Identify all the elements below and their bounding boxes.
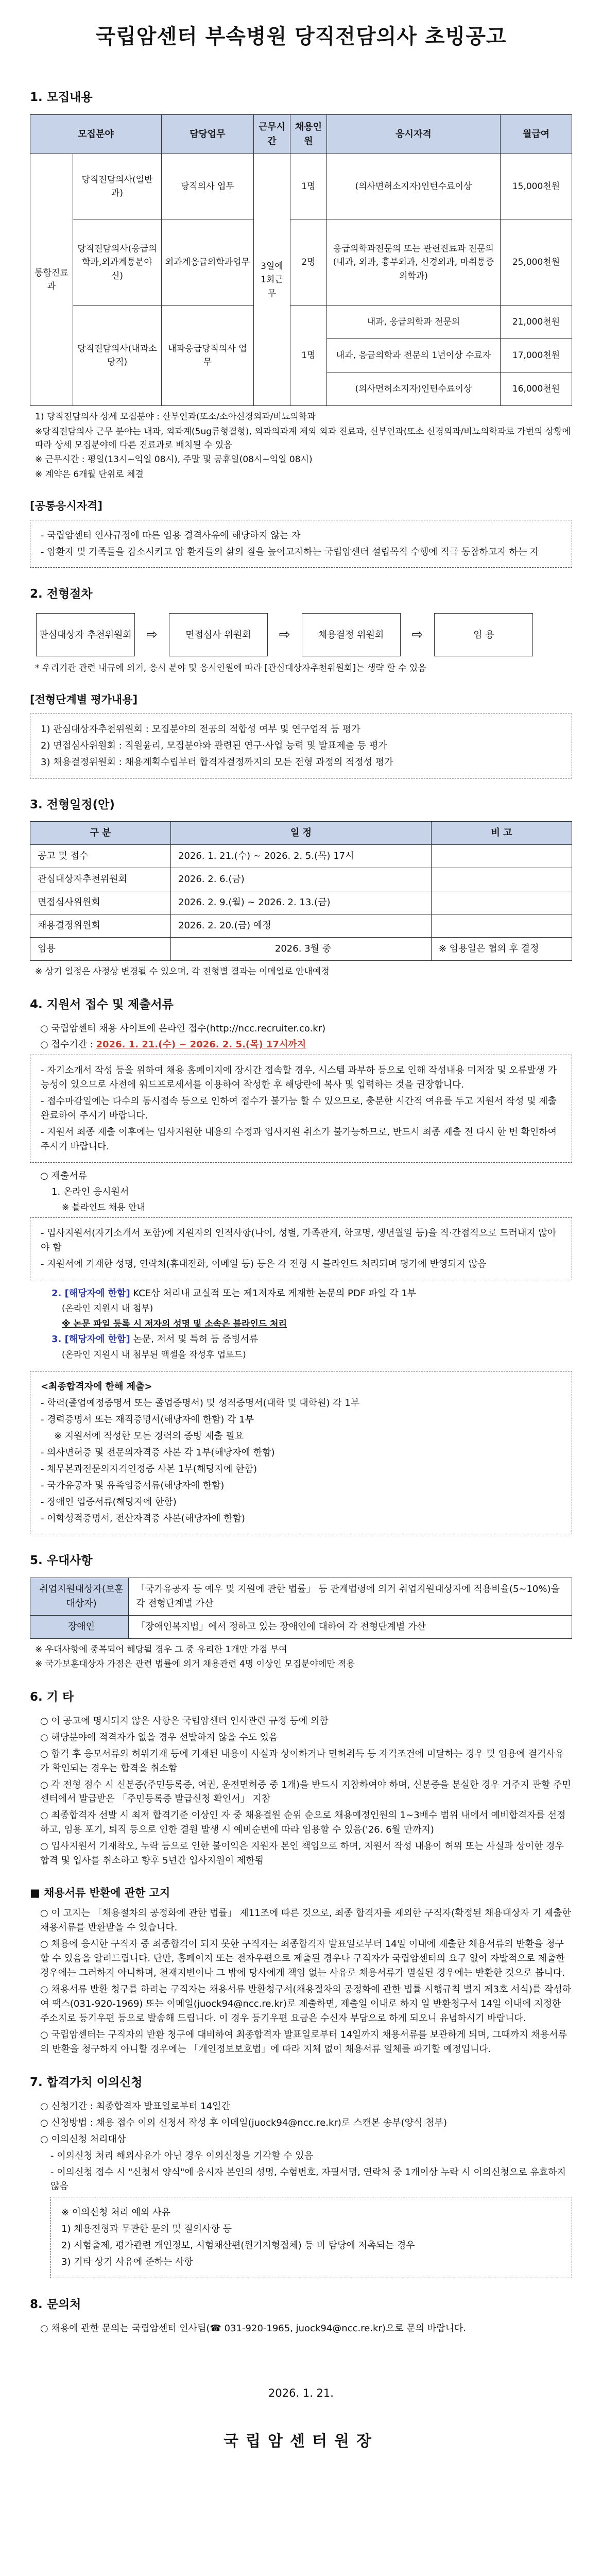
th-date: 일 정 — [171, 822, 432, 845]
section-process-head: 2. 전형절차 — [30, 587, 93, 601]
cell-qual: 응급의학과전문의 또는 관련진료과 전문의(내과, 외과, 흉부외과, 신경외과, 마취통증의학과) — [326, 219, 500, 306]
return-item: ○ 채용서류 반환 청구를 하려는 구직자는 채용서류 반환청구서(채용절차의 공정화에 관한 법률 시행규칙 별지 제3호 서식)를 작성하여 팩스(031-920-1969) 또는 이메일(juock94@ncc.re.kr)로 제출하면, 제출일 이내로 하지 일 반환청구서 14일 이내에 지정한 주소지로 등기우편 등으로 발송해 드립니다. 이 경우 등기우편 요금은 수신자 부담으로 하게 되오니 유념하시기 바랍니다. — [40, 1984, 572, 2024]
cell-pay: 15,000천원 — [501, 154, 572, 219]
preference-table — [30, 1578, 572, 1639]
etc-item: ○ 해당분야에 적격자가 없을 경우 선발하지 않을 수도 있음 — [40, 1732, 278, 1743]
apply-period-line — [40, 1038, 572, 1052]
cell-pay: 21,000천원 — [501, 306, 572, 339]
cell-remark — [432, 868, 572, 891]
doc-subnote: ※ 블라인드 채용 안내 — [62, 1202, 145, 1213]
th-duty: 담당업무 — [161, 114, 253, 154]
table-row — [30, 1615, 572, 1638]
pref-value: 「장애인복지법」에서 정하고 있는 장애인에 대하여 각 전형단계별 가산 — [129, 1615, 572, 1638]
cell-worktime: 3일에 1회근무 — [253, 154, 290, 406]
doc-item-tag: 3. [해당자에 한함] — [51, 1334, 130, 1345]
doc-item-text: KCE상 처리내 교실적 또는 제1저자로 게재한 논문의 PDF 파일 각 1부 — [133, 1287, 417, 1299]
cell-date: 2026. 1. 21.(수) ~ 2026. 2. 5.(목) 17시 — [171, 845, 432, 868]
th-field: 모집분야 — [30, 114, 162, 154]
objection-item: ○ 신청기간 : 최종합격자 발표일로부터 14일간 — [40, 2101, 230, 2112]
process-note: * 우리기관 관련 내규에 의거, 응시 분야 및 응시인원에 따라 [관심대상자추천위원회]는 생략 할 수 있음 — [35, 663, 426, 674]
cell-field: 당직전담의사(응급의학과,외과계통분야 신) — [73, 219, 162, 306]
final-doc-line: ※ 지원서에 작성한 모든 경력의 증빙 제출 필요 — [54, 1431, 244, 1442]
objection-box — [50, 2197, 572, 2278]
final-doc-line: - 채무본과전문의자격인정증 사본 1부(해당자에 한함) — [41, 1463, 257, 1475]
process-step: 관심대상자 추천위원회 — [36, 613, 135, 656]
section-apply-head: 4. 지원서 접수 및 제출서류 — [30, 998, 174, 1011]
eval-line: 1) 관심대상자추천위원회 : 모집분야의 전공의 적합성 여부 및 연구업적 등 평가 — [41, 724, 360, 735]
final-doc-line: - 국가유공자 및 유족임증서류(해당자에 한함) — [41, 1480, 225, 1491]
section-preference-head: 5. 우대사항 — [30, 1554, 93, 1568]
eval-head: [전형단계별 평가내용] — [30, 693, 138, 706]
arrow-right-icon: ⇨ — [146, 626, 158, 642]
page-title: 국립암센터 부속병원 당직전담의사 초빙공고 — [95, 25, 507, 48]
th-qual: 응시자격 — [326, 114, 500, 154]
apply-site-text: ○ 국립암센터 채용 사이트에 온라인 접수(http://ncc.recruiter.co.kr) — [40, 1023, 326, 1034]
section-recruitment-head: 1. 모집내용 — [30, 91, 93, 104]
pref-value: 「국가유공자 등 예우 및 지원에 관한 법률」 등 관계법령에 의거 취업지원대상자에 적용비율(5~10%)을 각 전형단계별 가산 — [129, 1578, 572, 1616]
return-item: ○ 이 고지는 「채용절차의 공정화에 관한 법률」 제11조에 따른 것으로, 최종 합격자를 제외한 구직자(확정된 채용대상자 기 제출한 채용서류를 반환받을 수 있습니다. — [40, 1908, 571, 1934]
cell-pay: 25,000천원 — [501, 219, 572, 306]
th-time: 근무시간 — [253, 114, 290, 154]
cell-field: 당직전담의사(일반과) — [73, 154, 162, 219]
objection-item: ○ 이의신청 처리대상 — [40, 2133, 126, 2145]
objection-box-line: 2) 시험출제, 평가관련 개인정보, 시험채산편(원기지형접체) 등 비 탐당에 저촉되는 경우 — [61, 2240, 415, 2251]
apply-caution-line: - 접수마감일에는 다수의 동시접속 등으로 인하여 접수가 불가능 할 수 있으므로, 충분한 시간적 여유를 두고 지원서 작성 및 제출 완료하여 주시기 바랍니다. — [41, 1096, 557, 1122]
contact-line: ○ 채용에 관한 문의는 국립암센터 인사팀(☎ 031-920-1965, juock94@ncc.re.kr)으로 문의 바랍니다. — [40, 2323, 467, 2334]
common-qual-line: - 국립암센터 인사규정에 따른 임용 결격사유에 해당하지 않는 자 — [41, 530, 301, 541]
final-doc-line: - 학력(졸업예정증명서 또는 졸업증명서) 및 성적증명서(대학 및 대학원) 각 1부 — [41, 1398, 360, 1409]
th-category: 구 분 — [30, 822, 171, 845]
cell-division: 통합진료과 — [30, 154, 73, 406]
eval-line: 2) 면접심사위원회 : 직원윤리, 모집분야와 관련된 연구·사업 능력 및 발표제출 등 평가 — [41, 740, 387, 751]
recruitment-table-header — [30, 114, 572, 154]
apply-caution-line: - 지원서 최종 제출 이후에는 입사지원한 내용의 수정과 입사지원 취소가 불가능하므로, 반드시 최종 제출 전 다시 한 번 확인하여 주시기 바랍니다. — [41, 1126, 557, 1152]
return-item: ○ 채용에 응시한 구직자 중 최종합격이 되지 못한 구직자는 최종합격자 발표일로부터 14일 이내에 제출한 채용서류의 반환을 청구할 수 있음을 알려드립니다. 단만, 홈페이지 또는 전자우편으로 제출된 경우나 구직자가 국립암센터의 요구 없이 자발적으로 제출한 경우에는 그러하지 아니하며, 천재지변이나 그 밖에 당사에게 책임 없는 사유로 채용서류가 멸실된 경우에는 반환한 것으로 봅니다. — [40, 1939, 565, 1979]
schedule-header — [30, 822, 572, 845]
cell-pay: 16,000천원 — [501, 372, 572, 406]
cell-count: 2명 — [290, 219, 326, 306]
apply-caution-box — [30, 1055, 572, 1162]
objection-box-line: 1) 채용전형과 무관한 문의 및 질의사항 등 — [61, 2224, 232, 2235]
blind-box — [30, 1217, 572, 1280]
process-flow — [36, 613, 572, 656]
section-etc-head: 6. 기 타 — [30, 1690, 74, 1704]
section-contact-head: 8. 문의처 — [30, 2297, 81, 2311]
doc-subnote: (온라인 지원시 내 첨부된 액셀을 작성후 업로드) — [62, 1350, 246, 1361]
pref-note: ※ 우대사항에 중복되어 해당될 경우 그 중 유리한 1개만 가점 부여 — [35, 1644, 287, 1655]
table-row — [30, 219, 572, 306]
doc-item-text: 논문, 저서 및 특허 등 증빙서류 — [133, 1334, 259, 1345]
cell-qual: (의사면허소지자)인턴수료이상 — [326, 372, 500, 406]
table-row — [30, 914, 572, 937]
cell-date: 2026. 2. 20.(금) 예정 — [171, 914, 432, 937]
section-objection-head: 7. 합격가치 이의신청 — [30, 2076, 143, 2090]
doc-item — [51, 1332, 572, 1347]
final-doc-line: - 경력증명서 또는 재직증명서(해당자에 한함) 각 1부 — [41, 1414, 254, 1426]
recruitment-note: 1) 당직전담의사 상세 모집분야 : 산부인과(또소/소아신경외과/비뇨의학과 — [35, 412, 316, 422]
etc-item: ○ 합격 후 응모서류의 허위기재 등에 기재된 내용이 사실과 상이하거나 면허취득 등 자격조건에 미달하는 경우 및 임용에 결격사유가 확인되는 경우는 합격을 취소함 — [40, 1748, 564, 1774]
etc-item: ○ 이 공고에 명시되지 않은 사항은 국립암센터 인사관련 규정 등에 의함 — [40, 1716, 329, 1727]
common-qual-head: [공통응시자격] — [30, 500, 102, 513]
section-schedule-head: 3. 전형일정(안) — [30, 798, 115, 811]
cell-duty: 외과계응급의학과업무 — [161, 219, 253, 306]
return-head: ■ 채용서류 반환에 관한 고지 — [30, 1886, 170, 1899]
doc-item: 1. 온라인 응시원서 — [51, 1186, 129, 1197]
th-pay: 월급여 — [501, 114, 572, 154]
doc-subnote: ※ 논문 파일 등록 시 저자의 성명 및 소속은 블라인드 처리 — [62, 1318, 287, 1329]
pref-label: 취업지원대상자(보훈대상자) — [30, 1578, 129, 1616]
table-row — [30, 1578, 572, 1616]
return-item: ○ 국립암센터는 구직자의 반환 청구에 대비하여 최종합격자 발표일로부터 14일까지 채용서류를 보관하게 되며, 그때까지 채용서류의 반환을 청구하지 아니할 경우에는 「개인정보보호법」에 따라 지체 없이 채용서류 일체를 파기할 예정입니다. — [40, 2029, 567, 2055]
recruitment-note: ※당직전담의사 근무 분야는 내과, 외과계(5ug류형결형), 외과의과계 제외 외과 진료과, 신부인과(또소 신경외과/비뇨의학과로 가번의 상황에 따라 상세 모집분야에 다른 진료과로 배치될 수 있음 — [35, 426, 571, 451]
docs-head: ○ 제출서류 — [40, 1170, 87, 1181]
th-count: 채용인원 — [290, 114, 326, 154]
cell-remark — [432, 845, 572, 868]
eval-box — [30, 714, 572, 778]
table-row — [30, 891, 572, 914]
objection-item: - 이의신청 처리 해외사유가 아닌 경우 이의신청을 기각할 수 있음 — [50, 2150, 314, 2161]
eval-line: 3) 채용결정위원회 : 채용계획수립부터 합격자결정까지의 모든 전형 과정의 적정성 평가 — [41, 756, 393, 768]
cell-duty: 당직의사 업무 — [161, 154, 253, 219]
cell-category: 면접심사위원회 — [30, 891, 171, 914]
objection-item: ○ 신청방법 : 채용 접수 이의 신청서 작성 후 이메일(juock94@ncc.re.kr)로 스캔본 송부(양식 첨부) — [40, 2117, 447, 2128]
cell-category: 공고 및 접수 — [30, 845, 171, 868]
common-qual-line: - 암환자 및 가족들을 감소시키고 암 환자들의 삶의 질을 높이고자하는 국립암센터 설립목적 수행에 적극 동참하고자 하는 자 — [41, 546, 539, 557]
cell-pay: 17,000천원 — [501, 339, 572, 372]
etc-item: ○ 입사지원서 기재착오, 누락 등으로 인한 불이익은 지원자 본인 책임으로 하며, 지원서 작성 내용이 허위 또는 사실과 상이한 경우 합격 및 입사를 취소하고 향후 5년간 입사지원이 제한됨 — [40, 1841, 564, 1867]
table-row — [30, 937, 572, 960]
doc-item — [51, 1286, 572, 1301]
final-doc-line: - 장애인 입증서류(해당자에 한함) — [41, 1496, 177, 1507]
cell-qual: 내과, 응급의학과 전문의 — [326, 306, 500, 339]
apply-period-value: 2026. 1. 21.(수) ~ 2026. 2. 5.(목) 17시까지 — [96, 1039, 306, 1050]
apply-site-line — [40, 1022, 572, 1036]
final-docs-head: <최종합격자에 한해 제출> — [41, 1381, 152, 1393]
cell-count: 1명 — [290, 154, 326, 219]
cell-category: 임용 — [30, 937, 171, 960]
table-row — [30, 845, 572, 868]
apply-caution-line: - 자기소개서 작성 등을 위하여 채용 홈페이지에 장시간 접속할 경우, 시스템 과부하 등으로 인해 작성내용 미저장 및 오류발생 가능성이 있으므로 사전에 워드프로세서를 이용하여 작성한 후 해당란에 복사 및 입력하는 것을 권장합니다. — [41, 1065, 557, 1091]
final-doc-line: - 의사면허증 및 전문의자격증 사본 각 1부(해당자에 한함) — [41, 1447, 275, 1458]
process-step: 면접심사 위원회 — [169, 613, 268, 656]
schedule-note: ※ 상기 일정은 사정상 변경될 수 있으며, 각 전형별 결과는 이메일로 안내예정 — [35, 966, 330, 977]
cell-remark: ※ 임용일은 협의 후 결정 — [432, 937, 572, 960]
process-step: 채용결정 위원회 — [302, 613, 401, 656]
cell-date: 2026. 3월 중 — [171, 937, 432, 960]
notice-date: 2026. 1. 21. — [268, 2387, 334, 2400]
cell-category: 관심대상자추천위원회 — [30, 868, 171, 891]
recruitment-note: ※ 근무시간 : 평일(13시~익일 08시), 주말 및 공휴일(08시~익일 08시) — [35, 454, 313, 465]
objection-box-line: 3) 기타 상기 사유에 준하는 사항 — [61, 2257, 193, 2268]
etc-item: ○ 각 전형 점수 시 신분증(주민등록증, 여권, 운전면허증 중 1개)을 반드시 지참하여야 하며, 신분증을 분실한 경우 거주지 관할 주민센터에서 발급받은 「주민등록증 발급신청 확인서」 지참 — [40, 1779, 571, 1805]
contact-block — [30, 2321, 572, 2336]
etc-item: ○ 최종합격자 선발 시 최저 합격기준 이상인 자 중 채용결원 순위 순으로 채용예정인원의 1~3배수 범위 내에서 예비합격자를 선정하고, 임용 포기, 퇴직 등으로 인한 결원 발생 시 예비순번에 따라 임용할 수 있음('26. 6월 만까지) — [40, 1810, 566, 1836]
doc-subnote: (온라인 지원시 내 첨부) — [62, 1303, 153, 1314]
return-list — [30, 1906, 572, 2056]
arrow-right-icon: ⇨ — [411, 626, 423, 642]
objection-box-line: ※ 이의신청 처리 예외 사유 — [61, 2207, 170, 2218]
cell-remark — [432, 914, 572, 937]
objection-item: - 이의신청 접수 시 "신청서 양식"에 응시자 본인의 성명, 수험번호, 자필서명, 연락처 중 1개이상 누락 시 이의신청으로 유효하지 않음 — [50, 2166, 566, 2192]
cell-category: 채용결정위원회 — [30, 914, 171, 937]
cell-count: 1명 — [290, 306, 326, 406]
blind-line: - 지원서에 기재한 성명, 연락처(휴대전화, 이메일 등) 등은 각 전형 시 블라인드 처리되며 평가에 반영되지 않음 — [41, 1258, 487, 1269]
table-row — [30, 868, 572, 891]
blind-line: - 입사지원서(자기소개서 포함)에 지원자의 인적사항(나이, 성별, 가족관계, 학교명, 생년월일 등)을 직·간접적으로 드러내지 않아야 함 — [41, 1227, 557, 1253]
pref-label: 장애인 — [30, 1615, 129, 1638]
final-docs-box — [30, 1371, 572, 1534]
cell-date: 2026. 2. 6.(금) — [171, 868, 432, 891]
issuer-name: 국립암센터원장 — [223, 2432, 379, 2451]
etc-list — [30, 1714, 572, 1868]
cell-duty: 내과응급당직의사 업무 — [161, 306, 253, 406]
pref-note: ※ 국가보훈대상자 가점은 관련 법률에 의거 채용관련 4명 이상인 모집분야에만 적용 — [35, 1659, 355, 1670]
cell-qual: (의사면허소지자)인턴수료이상 — [326, 154, 500, 219]
cell-remark — [432, 891, 572, 914]
table-row — [30, 154, 572, 219]
apply-period-label: ○ 접수기간 : — [40, 1039, 96, 1050]
recruitment-table — [30, 114, 572, 406]
schedule-table — [30, 821, 572, 960]
table-row — [30, 306, 572, 339]
common-qual-box — [30, 520, 572, 568]
th-remark: 비 고 — [432, 822, 572, 845]
cell-date: 2026. 2. 9.(월) ~ 2026. 2. 13.(금) — [171, 891, 432, 914]
process-step: 임 용 — [434, 613, 533, 656]
final-doc-line: - 어학성적증명서, 전산자격증 사본(해당자에 한함) — [41, 1513, 245, 1524]
cell-qual: 내과, 응급의학과 전문의 1년이상 수료자 — [326, 339, 500, 372]
objection-list — [30, 2099, 572, 2194]
doc-item-tag: 2. [해당자에 한함] — [51, 1287, 130, 1299]
cell-field: 당직전담의사(내과소당직) — [73, 306, 162, 406]
recruitment-note: ※ 계약은 6개월 단위로 체결 — [35, 469, 144, 480]
arrow-right-icon: ⇨ — [279, 626, 290, 642]
